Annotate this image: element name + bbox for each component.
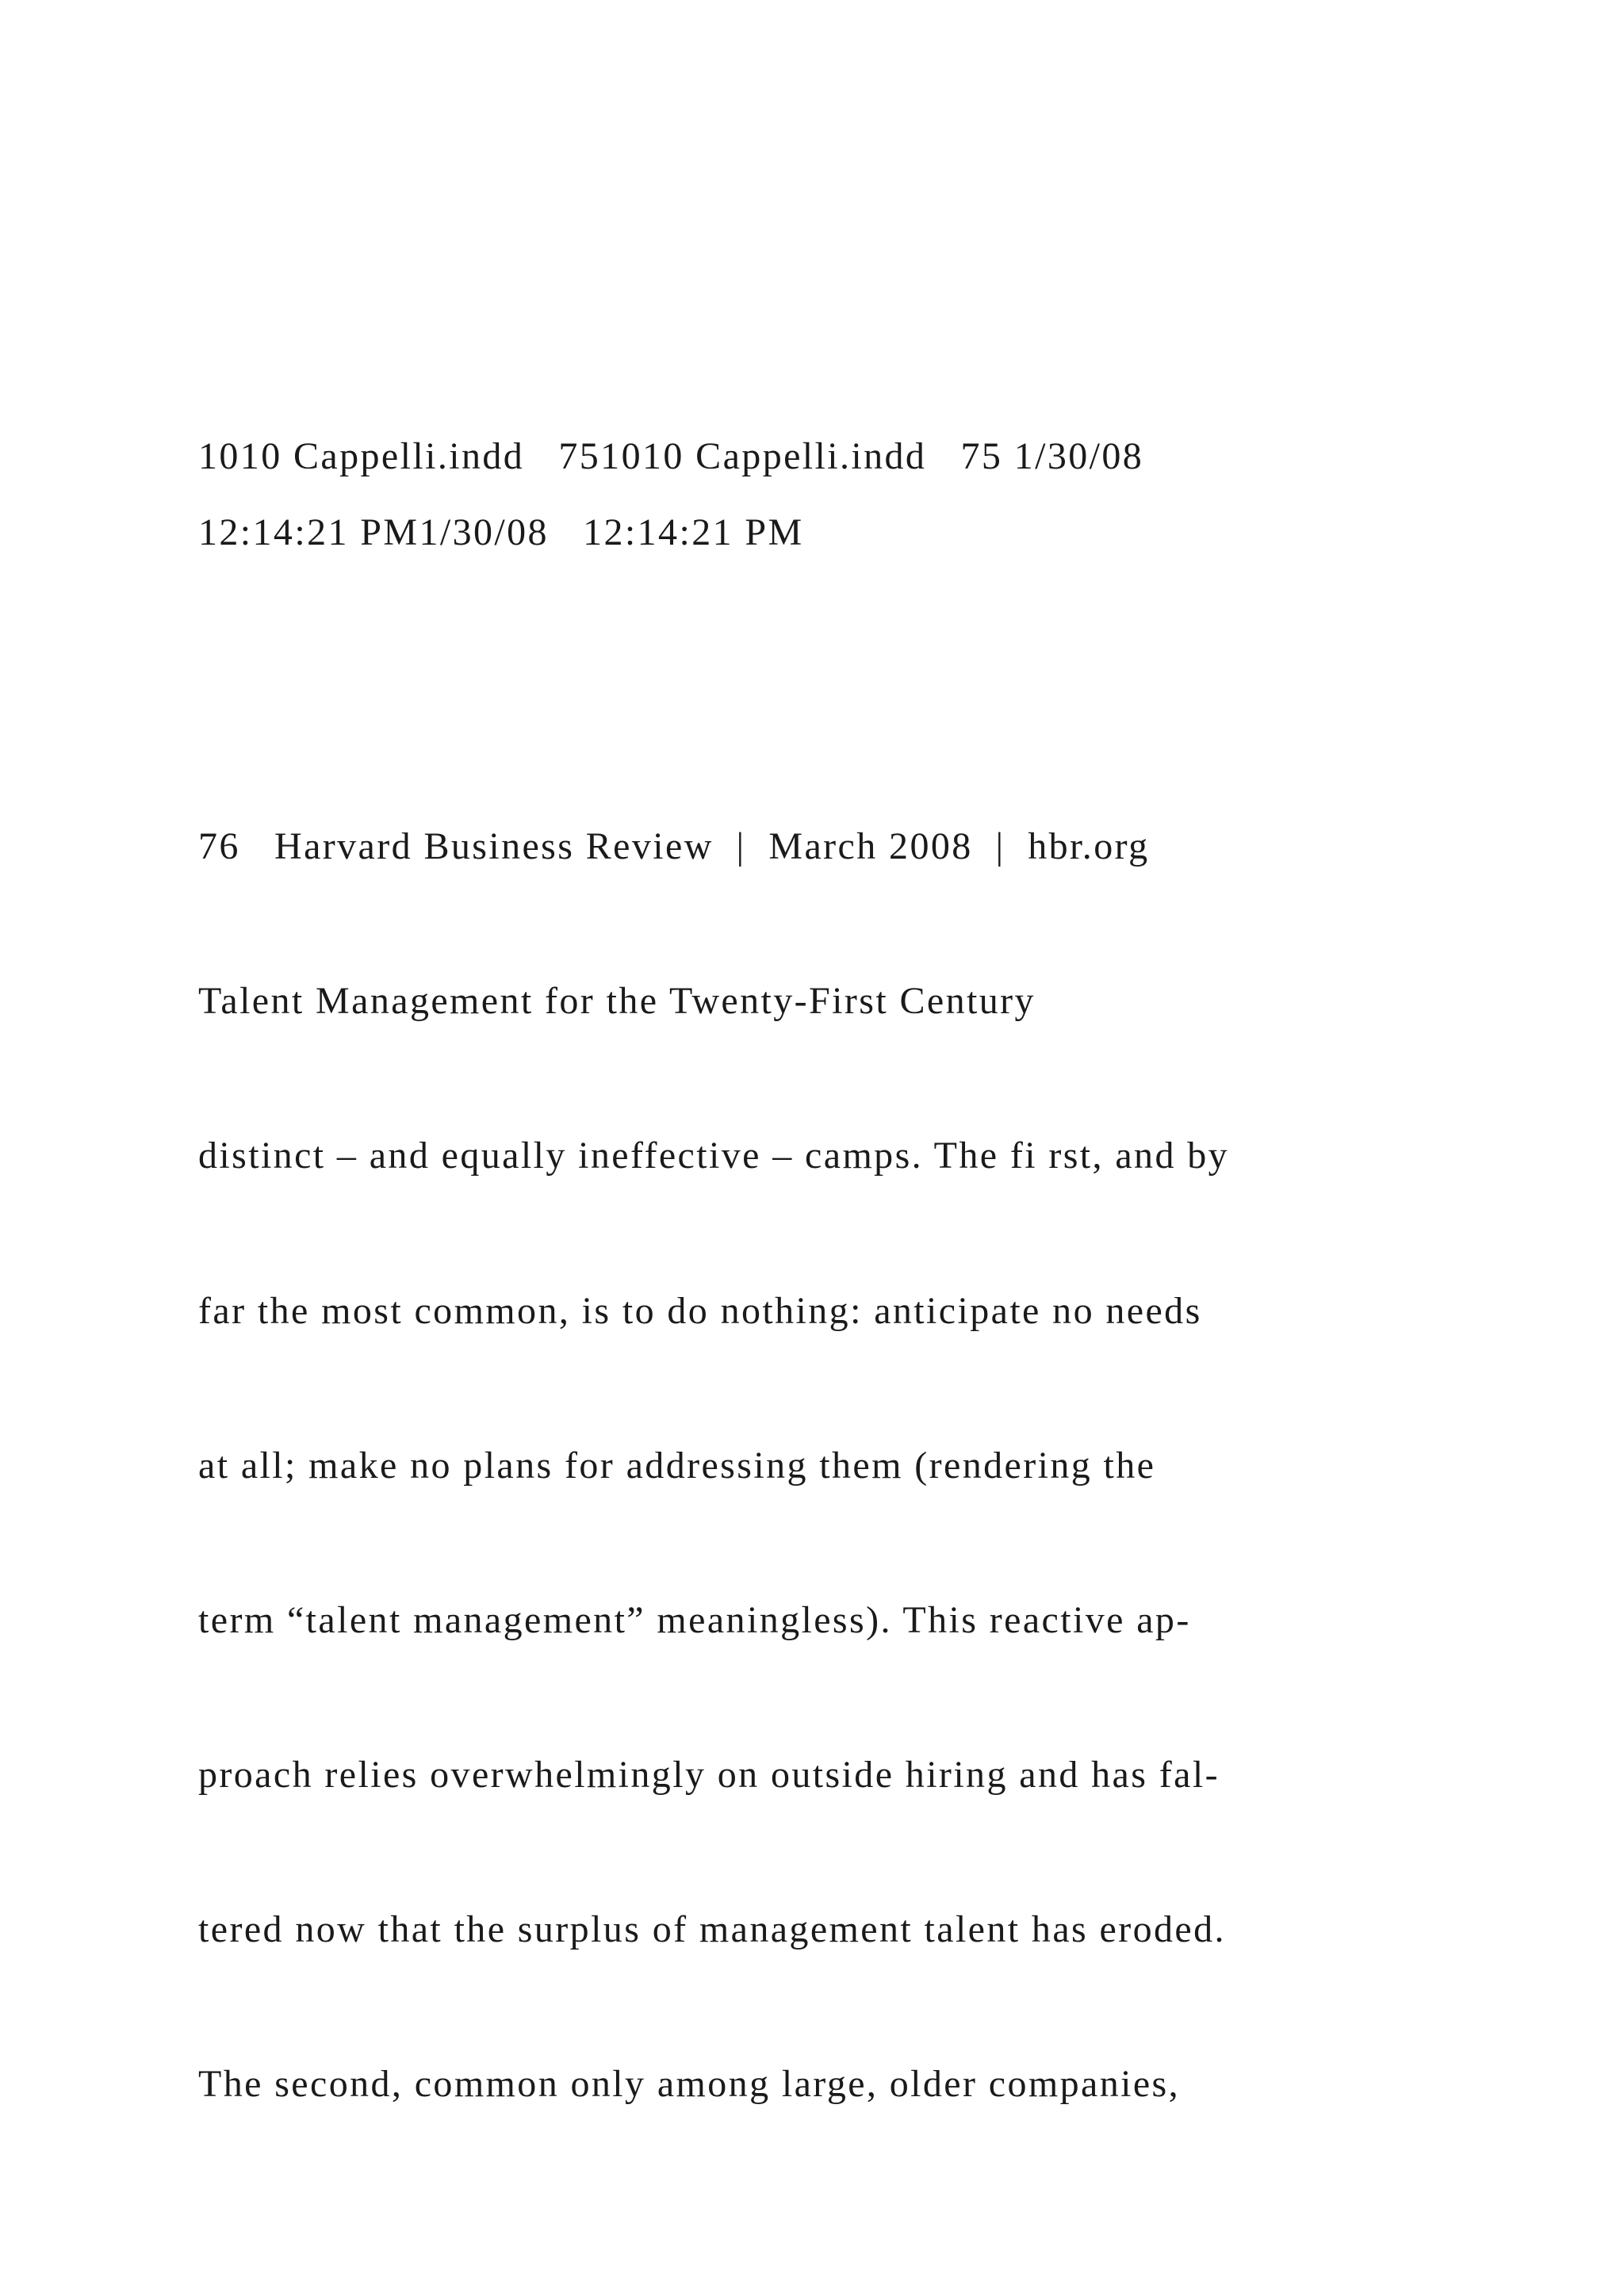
body-line: The second, common only among large, older companies, (198, 2063, 1181, 2105)
slug-line-1: 1010 Cappelli.indd 751010 Cappelli.indd 75 1/30/08 (198, 435, 1144, 477)
body-line: far the most common, is to do nothing: anticipate no needs (198, 1290, 1202, 1332)
body-line: proach relies overwhelmingly on outside hiring and has fal- (198, 1754, 1220, 1796)
slug-line-2: 12:14:21 PM1/30/08 12:14:21 PM (198, 511, 804, 553)
body-line: term “talent management” meaningless). This reactive ap- (198, 1599, 1191, 1641)
body-line: at all; make no plans for addressing them (rendering the (198, 1445, 1156, 1487)
body-line: tered now that the surplus of management talent has eroded. (198, 1908, 1226, 1950)
body-line: distinct – and equally ineffective – camps. The fi rst, and by (198, 1135, 1230, 1177)
running-head: 76 Harvard Business Review | March 2008 | hbr.org (198, 825, 1150, 867)
article-title: Talent Management for the Twenty-First Century (198, 980, 1036, 1022)
